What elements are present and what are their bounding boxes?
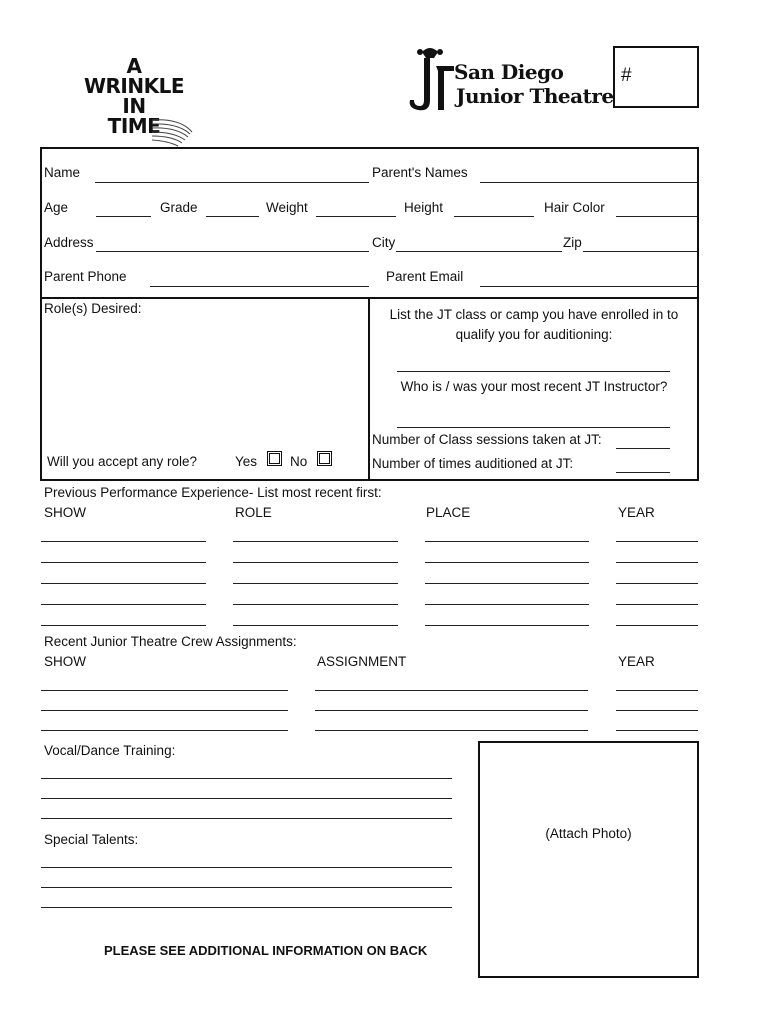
- entry-line[interactable]: [616, 604, 698, 605]
- zip-label: Zip: [563, 235, 582, 250]
- entry-line[interactable]: [616, 583, 698, 584]
- weight-label: Weight: [266, 200, 308, 215]
- performance-col-year: YEAR: [618, 505, 655, 520]
- talents-line[interactable]: [41, 907, 452, 908]
- address-label: Address: [44, 235, 94, 250]
- jt-class-field[interactable]: [397, 371, 670, 372]
- swirl-icon: [150, 114, 196, 150]
- special-talents-label: Special Talents:: [44, 832, 139, 847]
- age-field[interactable]: [96, 216, 151, 217]
- entry-line[interactable]: [616, 562, 698, 563]
- org-name-line1: San Diego: [454, 60, 564, 84]
- photo-box[interactable]: [478, 741, 699, 978]
- attach-photo-label: (Attach Photo): [545, 826, 632, 841]
- entry-line[interactable]: [233, 625, 398, 626]
- talents-line[interactable]: [41, 867, 452, 868]
- jt-instructor-field[interactable]: [397, 427, 670, 428]
- roles-desired-label: Role(s) Desired:: [44, 301, 142, 316]
- jt-class-prompt-line2: qualify you for auditioning:: [455, 327, 613, 342]
- entry-line[interactable]: [41, 625, 206, 626]
- performance-heading: Previous Performance Experience- List most recent first:: [44, 485, 382, 500]
- entry-line[interactable]: [233, 562, 398, 563]
- height-label: Height: [404, 200, 444, 215]
- entry-line[interactable]: [41, 604, 206, 605]
- no-checkbox[interactable]: [317, 451, 332, 466]
- height-field[interactable]: [454, 216, 534, 217]
- training-line[interactable]: [41, 798, 452, 799]
- entry-line[interactable]: [41, 710, 288, 711]
- crew-col-assignment: ASSIGNMENT: [317, 654, 407, 669]
- zip-field[interactable]: [583, 251, 697, 252]
- parent-phone-field[interactable]: [150, 286, 369, 287]
- parents-names-label: Parent's Names: [372, 165, 468, 180]
- hair-color-label: Hair Color: [544, 200, 605, 215]
- parent-email-field[interactable]: [480, 286, 697, 287]
- show-title-line: A: [126, 54, 142, 78]
- show-title-line: TIME: [107, 114, 161, 138]
- class-sessions-label: Number of Class sessions taken at JT:: [372, 432, 602, 447]
- times-auditioned-field[interactable]: [616, 472, 670, 473]
- entry-line[interactable]: [616, 690, 698, 691]
- entry-line[interactable]: [315, 690, 588, 691]
- vocal-dance-training-label: Vocal/Dance Training:: [44, 743, 176, 758]
- class-sessions-field[interactable]: [616, 448, 670, 449]
- audition-number-box[interactable]: [613, 46, 699, 108]
- city-label: City: [372, 235, 396, 250]
- entry-line[interactable]: [425, 625, 589, 626]
- audition-number-label: #: [621, 65, 632, 86]
- times-auditioned-label: Number of times auditioned at JT:: [372, 456, 574, 471]
- grade-field[interactable]: [206, 216, 259, 217]
- training-line[interactable]: [41, 778, 452, 779]
- hair-color-field[interactable]: [616, 216, 697, 217]
- performance-col-role: ROLE: [235, 505, 272, 520]
- entry-line[interactable]: [41, 541, 206, 542]
- name-field[interactable]: [95, 182, 369, 183]
- weight-field[interactable]: [316, 216, 396, 217]
- jt-class-prompt-line1: List the JT class or camp you have enrolled in to: [389, 307, 679, 322]
- parents-names-field[interactable]: [480, 182, 697, 183]
- yes-checkbox[interactable]: [267, 451, 282, 466]
- entry-line[interactable]: [616, 710, 698, 711]
- footer-note: PLEASE SEE ADDITIONAL INFORMATION ON BACK: [104, 943, 428, 958]
- entry-line[interactable]: [616, 541, 698, 542]
- parent-phone-label: Parent Phone: [44, 269, 127, 284]
- jester-hat-icon: [404, 44, 456, 118]
- entry-line[interactable]: [425, 604, 589, 605]
- entry-line[interactable]: [616, 730, 698, 731]
- name-label: Name: [44, 165, 81, 180]
- roles-desired-area[interactable]: [44, 320, 362, 442]
- grade-label: Grade: [160, 200, 198, 215]
- show-title-line: IN: [122, 94, 146, 118]
- training-line[interactable]: [41, 818, 452, 819]
- org-name-line2: Junior Theatre: [456, 84, 614, 108]
- entry-line[interactable]: [425, 562, 589, 563]
- jt-instructor-prompt: Who is / was your most recent JT Instructor?: [400, 379, 668, 394]
- entry-line[interactable]: [41, 562, 206, 563]
- parent-email-label: Parent Email: [386, 269, 464, 284]
- performance-col-place: PLACE: [426, 505, 471, 520]
- performance-col-show: SHOW: [44, 505, 86, 520]
- address-field[interactable]: [96, 251, 369, 252]
- entry-line[interactable]: [315, 710, 588, 711]
- entry-line[interactable]: [41, 583, 206, 584]
- entry-line[interactable]: [616, 625, 698, 626]
- talents-line[interactable]: [41, 887, 452, 888]
- entry-line[interactable]: [233, 604, 398, 605]
- entry-line[interactable]: [315, 730, 588, 731]
- city-field[interactable]: [396, 251, 562, 252]
- age-label: Age: [44, 200, 69, 215]
- entry-line[interactable]: [425, 583, 589, 584]
- crew-col-show: SHOW: [44, 654, 86, 669]
- crew-heading: Recent Junior Theatre Crew Assignments:: [44, 634, 297, 649]
- no-label: No: [290, 454, 308, 469]
- entry-line[interactable]: [41, 690, 288, 691]
- entry-line[interactable]: [425, 541, 589, 542]
- crew-col-year: YEAR: [618, 654, 655, 669]
- entry-line[interactable]: [233, 541, 398, 542]
- entry-line[interactable]: [233, 583, 398, 584]
- yes-label: Yes: [235, 454, 258, 469]
- accept-role-question: Will you accept any role?: [47, 454, 198, 469]
- show-title-line: WRINKLE: [83, 74, 185, 98]
- entry-line[interactable]: [41, 730, 288, 731]
